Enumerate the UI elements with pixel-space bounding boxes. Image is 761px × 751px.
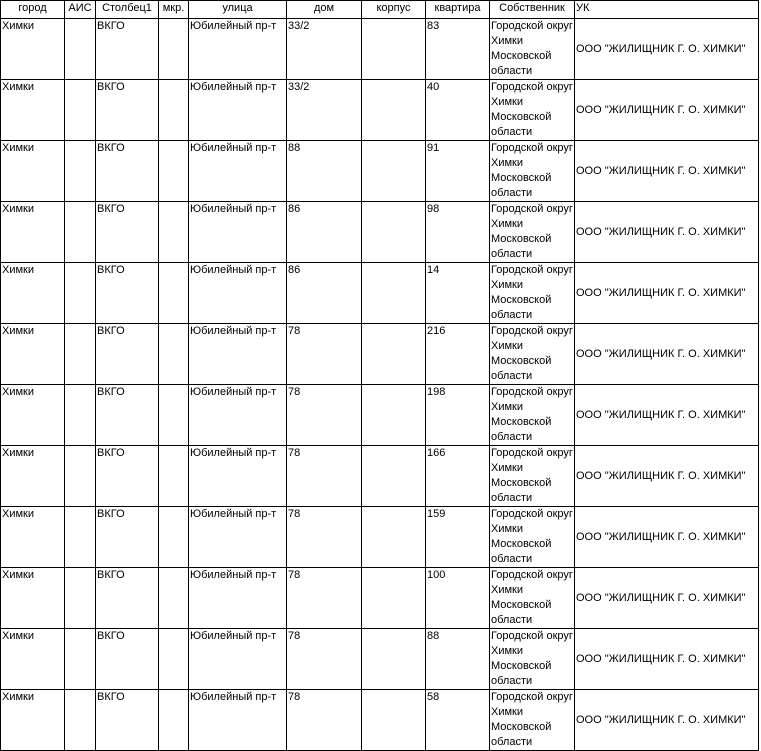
- cell-stolbec1: ВКГО: [96, 19, 159, 80]
- table-row: [1, 507, 759, 568]
- cell-uk: ООО "ЖИЛИЩНИК Г. О. ХИМКИ": [575, 690, 759, 751]
- cell-sobstvennik: Городской округ Химки Московской области: [490, 446, 575, 507]
- header-ais: АИС: [65, 1, 96, 19]
- cell-ais: [65, 263, 96, 324]
- cell-ais: [65, 385, 96, 446]
- header-uk: УК: [575, 1, 759, 19]
- cell-dom: 78: [287, 507, 362, 568]
- cell-kvartira: 216: [426, 324, 490, 385]
- cell-uk: ООО "ЖИЛИЩНИК Г. О. ХИМКИ": [575, 324, 759, 385]
- cell-gorod: Химки: [1, 324, 65, 385]
- header-row: [1, 1, 759, 19]
- cell-ais: [65, 141, 96, 202]
- cell-ulica: Юбилейный пр-т: [189, 141, 287, 202]
- cell-dom: 78: [287, 568, 362, 629]
- cell-gorod: Химки: [1, 19, 65, 80]
- header-sobstvennik: Собственник: [490, 1, 575, 19]
- cell-stolbec1: ВКГО: [96, 141, 159, 202]
- cell-kvartira: 91: [426, 141, 490, 202]
- cell-korpus: [362, 690, 426, 751]
- cell-uk: ООО "ЖИЛИЩНИК Г. О. ХИМКИ": [575, 446, 759, 507]
- cell-ulica: Юбилейный пр-т: [189, 690, 287, 751]
- cell-dom: 88: [287, 141, 362, 202]
- cell-kvartira: 100: [426, 568, 490, 629]
- cell-dom: 86: [287, 263, 362, 324]
- header-ulica: улица: [189, 1, 287, 19]
- cell-ais: [65, 202, 96, 263]
- cell-gorod: Химки: [1, 568, 65, 629]
- cell-kvartira: 198: [426, 385, 490, 446]
- cell-stolbec1: ВКГО: [96, 446, 159, 507]
- cell-gorod: Химки: [1, 202, 65, 263]
- cell-mkr: [159, 263, 189, 324]
- cell-kvartira: 159: [426, 507, 490, 568]
- cell-uk: ООО "ЖИЛИЩНИК Г. О. ХИМКИ": [575, 263, 759, 324]
- cell-ulica: Юбилейный пр-т: [189, 80, 287, 141]
- cell-korpus: [362, 202, 426, 263]
- cell-korpus: [362, 19, 426, 80]
- header-gorod: город: [1, 1, 65, 19]
- table-row: [1, 568, 759, 629]
- cell-mkr: [159, 568, 189, 629]
- cell-korpus: [362, 141, 426, 202]
- table-row: [1, 202, 759, 263]
- table-row: [1, 385, 759, 446]
- cell-mkr: [159, 19, 189, 80]
- cell-uk: ООО "ЖИЛИЩНИК Г. О. ХИМКИ": [575, 507, 759, 568]
- cell-gorod: Химки: [1, 141, 65, 202]
- cell-stolbec1: ВКГО: [96, 690, 159, 751]
- cell-stolbec1: ВКГО: [96, 263, 159, 324]
- cell-sobstvennik: Городской округ Химки Московской области: [490, 385, 575, 446]
- cell-korpus: [362, 629, 426, 690]
- cell-dom: 78: [287, 385, 362, 446]
- cell-ais: [65, 690, 96, 751]
- cell-korpus: [362, 263, 426, 324]
- cell-sobstvennik: Городской округ Химки Московской области: [490, 568, 575, 629]
- table-row: [1, 446, 759, 507]
- cell-uk: ООО "ЖИЛИЩНИК Г. О. ХИМКИ": [575, 385, 759, 446]
- cell-mkr: [159, 385, 189, 446]
- cell-gorod: Химки: [1, 263, 65, 324]
- cell-uk: ООО "ЖИЛИЩНИК Г. О. ХИМКИ": [575, 629, 759, 690]
- cell-uk: ООО "ЖИЛИЩНИК Г. О. ХИМКИ": [575, 141, 759, 202]
- cell-ulica: Юбилейный пр-т: [189, 385, 287, 446]
- cell-stolbec1: ВКГО: [96, 629, 159, 690]
- cell-uk: ООО "ЖИЛИЩНИК Г. О. ХИМКИ": [575, 202, 759, 263]
- cell-mkr: [159, 446, 189, 507]
- cell-gorod: Химки: [1, 80, 65, 141]
- cell-korpus: [362, 324, 426, 385]
- header-korpus: корпус: [362, 1, 426, 19]
- cell-mkr: [159, 629, 189, 690]
- cell-sobstvennik: Городской округ Химки Московской области: [490, 80, 575, 141]
- cell-korpus: [362, 568, 426, 629]
- cell-korpus: [362, 385, 426, 446]
- cell-dom: 78: [287, 446, 362, 507]
- cell-sobstvennik: Городской округ Химки Московской области: [490, 690, 575, 751]
- cell-dom: 78: [287, 690, 362, 751]
- cell-kvartira: 166: [426, 446, 490, 507]
- cell-kvartira: 88: [426, 629, 490, 690]
- cell-ulica: Юбилейный пр-т: [189, 263, 287, 324]
- cell-sobstvennik: Городской округ Химки Московской области: [490, 324, 575, 385]
- cell-ulica: Юбилейный пр-т: [189, 568, 287, 629]
- cell-gorod: Химки: [1, 446, 65, 507]
- cell-gorod: Химки: [1, 385, 65, 446]
- table-row: [1, 141, 759, 202]
- header-mkr: мкр.: [159, 1, 189, 19]
- cell-sobstvennik: Городской округ Химки Московской области: [490, 629, 575, 690]
- cell-sobstvennik: Городской округ Химки Московской области: [490, 202, 575, 263]
- cell-sobstvennik: Городской округ Химки Московской области: [490, 507, 575, 568]
- cell-ais: [65, 507, 96, 568]
- cell-kvartira: 83: [426, 19, 490, 80]
- cell-stolbec1: ВКГО: [96, 385, 159, 446]
- cell-dom: 86: [287, 202, 362, 263]
- table-row: [1, 629, 759, 690]
- cell-ais: [65, 80, 96, 141]
- cell-ais: [65, 19, 96, 80]
- cell-korpus: [362, 446, 426, 507]
- cell-stolbec1: ВКГО: [96, 568, 159, 629]
- cell-ulica: Юбилейный пр-т: [189, 507, 287, 568]
- cell-kvartira: 98: [426, 202, 490, 263]
- cell-gorod: Химки: [1, 507, 65, 568]
- cell-uk: ООО "ЖИЛИЩНИК Г. О. ХИМКИ": [575, 19, 759, 80]
- cell-ulica: Юбилейный пр-т: [189, 629, 287, 690]
- cell-stolbec1: ВКГО: [96, 80, 159, 141]
- cell-sobstvennik: Городской округ Химки Московской области: [490, 263, 575, 324]
- cell-gorod: Химки: [1, 690, 65, 751]
- cell-mkr: [159, 690, 189, 751]
- cell-kvartira: 58: [426, 690, 490, 751]
- table-row: [1, 19, 759, 80]
- cell-ulica: Юбилейный пр-т: [189, 19, 287, 80]
- cell-dom: 78: [287, 324, 362, 385]
- cell-mkr: [159, 80, 189, 141]
- table-row: [1, 263, 759, 324]
- cell-uk: ООО "ЖИЛИЩНИК Г. О. ХИМКИ": [575, 80, 759, 141]
- cell-mkr: [159, 141, 189, 202]
- cell-ais: [65, 568, 96, 629]
- header-stolbec1: Столбец1: [96, 1, 159, 19]
- header-kvartira: квартира: [426, 1, 490, 19]
- cell-ulica: Юбилейный пр-т: [189, 446, 287, 507]
- cell-korpus: [362, 80, 426, 141]
- cell-dom: 33/2: [287, 19, 362, 80]
- cell-gorod: Химки: [1, 629, 65, 690]
- table-row: [1, 324, 759, 385]
- cell-kvartira: 40: [426, 80, 490, 141]
- cell-mkr: [159, 507, 189, 568]
- cell-uk: ООО "ЖИЛИЩНИК Г. О. ХИМКИ": [575, 568, 759, 629]
- table-row: [1, 690, 759, 751]
- cell-stolbec1: ВКГО: [96, 202, 159, 263]
- cell-ulica: Юбилейный пр-т: [189, 202, 287, 263]
- cell-mkr: [159, 202, 189, 263]
- cell-dom: 78: [287, 629, 362, 690]
- cell-ais: [65, 446, 96, 507]
- cell-sobstvennik: Городской округ Химки Московской области: [490, 19, 575, 80]
- cell-kvartira: 14: [426, 263, 490, 324]
- table-body: [1, 19, 759, 751]
- cell-korpus: [362, 507, 426, 568]
- cell-dom: 33/2: [287, 80, 362, 141]
- cell-stolbec1: ВКГО: [96, 507, 159, 568]
- cell-ais: [65, 629, 96, 690]
- cell-stolbec1: ВКГО: [96, 324, 159, 385]
- cell-sobstvennik: Городской округ Химки Московской области: [490, 141, 575, 202]
- cell-ulica: Юбилейный пр-т: [189, 324, 287, 385]
- cell-mkr: [159, 324, 189, 385]
- header-dom: дом: [287, 1, 362, 19]
- table-row: [1, 80, 759, 141]
- cell-ais: [65, 324, 96, 385]
